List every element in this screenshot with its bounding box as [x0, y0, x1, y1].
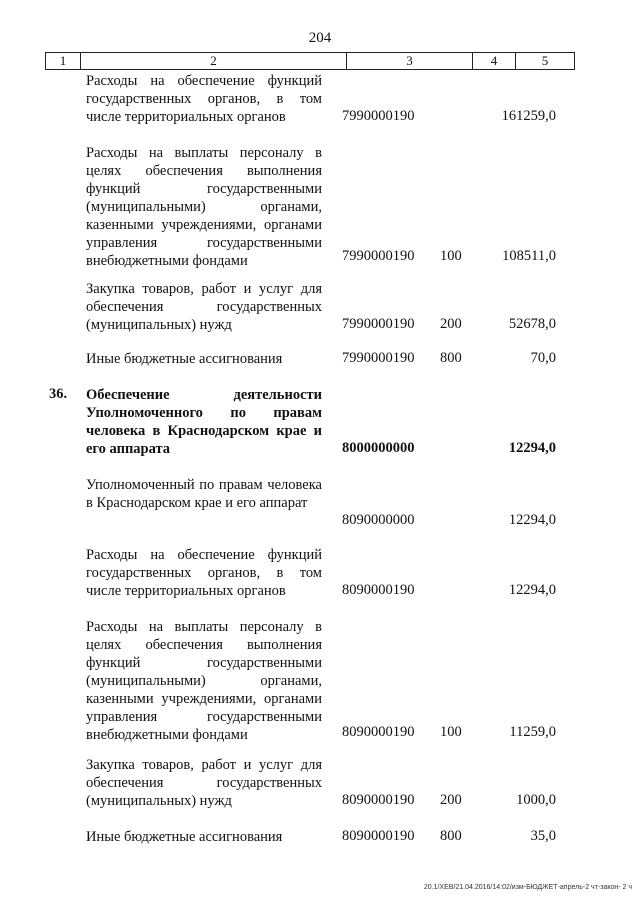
header-col-4: 4 — [472, 53, 515, 69]
header-col-3: 3 — [346, 53, 472, 69]
row-code: 8090000190 — [342, 582, 415, 598]
row-description: Расходы на выплаты персоналу в целях обеспечения выполнения функций государственными (муниципальными) органами, казенными учреждениями, органами управления государственными внебюджетными фондами — [86, 145, 322, 269]
header-col-1: 1 — [59, 53, 67, 68]
row-description: Уполномоченный по правам человека в Краснодарском крае и его аппарат — [86, 477, 322, 511]
row-expense-type: 100 — [440, 248, 462, 264]
row-amount: 12294,0 — [508, 512, 556, 528]
row-amount: 52678,0 — [508, 316, 556, 332]
row-amount: 35,0 — [530, 828, 556, 844]
row-description: Обеспечение деятельности Уполномоченного по правам человека в Краснодарском крае и его аппарата — [86, 387, 322, 457]
row-amount: 12294,0 — [508, 582, 556, 598]
row-expense-type: 100 — [440, 724, 462, 740]
page-number: 204 — [308, 30, 332, 46]
row-code: 8090000190 — [342, 792, 415, 808]
row-description: Закупка товаров, работ и услуг для обеспечения государственных (муниципальных) нужд — [86, 757, 322, 809]
row-code: 8090000190 — [342, 828, 415, 844]
row-description: Расходы на обеспечение функций государственных органов, в том числе территориальных органов — [86, 73, 322, 125]
row-amount: 108511,0 — [502, 248, 556, 264]
row-amount: 161259,0 — [501, 108, 556, 124]
row-code: 7990000190 — [342, 350, 415, 366]
row-expense-type: 200 — [440, 316, 462, 332]
row-code: 7990000190 — [342, 316, 415, 332]
row-amount: 12294,0 — [508, 440, 556, 456]
row-description: Расходы на обеспечение функций государственных органов, в том числе территориальных органов — [86, 547, 322, 599]
row-amount: 70,0 — [530, 350, 556, 366]
row-description: Иные бюджетные ассигнования — [86, 829, 283, 845]
header-col-2: 2 — [80, 53, 346, 69]
row-number: 36. — [49, 386, 68, 402]
row-amount: 11259,0 — [509, 724, 556, 740]
row-amount: 1000,0 — [516, 792, 556, 808]
row-expense-type: 800 — [440, 350, 462, 366]
table-header — [45, 52, 575, 70]
header-col-5: 5 — [515, 53, 574, 69]
row-description: Закупка товаров, работ и услуг для обеспечения государственных (муниципальных) нужд — [86, 281, 322, 333]
footer-file-path: 20.1/ХЕВ/21.04.2016/14:02/изм-БЮДЖЕТ-апрель-2 чт-закон- 2 ч — [423, 884, 632, 891]
row-code: 8090000190 — [342, 724, 415, 740]
row-expense-type: 800 — [440, 828, 462, 844]
row-code: 7990000190 — [342, 248, 415, 264]
row-code: 8000000000 — [342, 440, 415, 456]
row-description: Расходы на выплаты персоналу в целях обеспечения выполнения функций государственными (муниципальными) органами, казенными учреждениями, органами управления государственными внебюджетными фондами — [86, 619, 322, 743]
row-description: Иные бюджетные ассигнования — [86, 351, 283, 367]
row-expense-type: 200 — [440, 792, 462, 808]
row-code: 7990000190 — [342, 108, 415, 124]
row-code: 8090000000 — [342, 512, 415, 528]
